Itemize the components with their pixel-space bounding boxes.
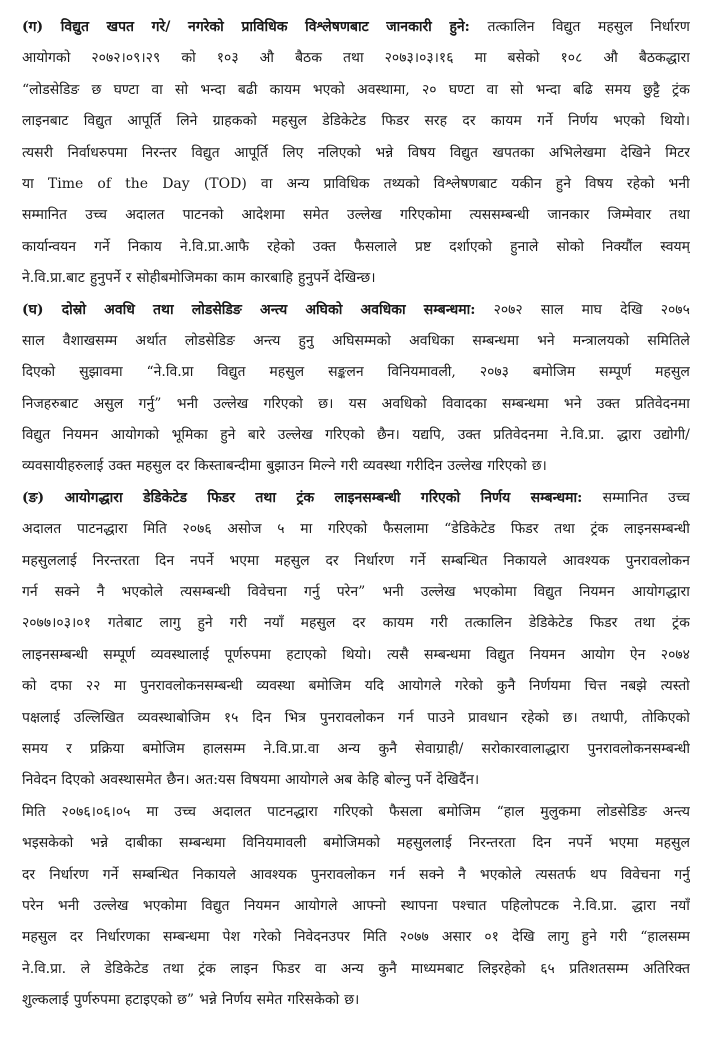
text-line: परेन भनी उल्लेख भएकोमा विद्युत नियमन आयोगले आफ्नो स्थापना पश्चात पहिलोपटक ने.वि.प्रा. द्धारा नयाँ <box>22 897 690 914</box>
text-line: त्यसरी निर्वाधरुपमा निरन्तर विद्युत आपूर्ति लिए नलिएको भन्ने विषय विद्युत खपतका अभिलेखमा देखिने मिटर <box>22 144 690 161</box>
text-line: अदालत पाटनद्धारा मिति २०७६ असोज ५ मा गरिएको फैसलामा “डेडिकेटेड फिडर तथा ट्रंक लाइनसम्बन्धी <box>22 521 690 538</box>
text-line: व्यवसायीहरुलाई उक्त महसुल दर किस्ताबन्दीमा बुझाउन मिल्ने गरी व्यवस्था गरीदिन उल्लेख गरिएको छ। <box>22 458 547 475</box>
text-line: शुल्कलाई पुर्णरुपमा हटाइएको छ” भन्ने निर्णय समेत गरिसकेको छ। <box>22 992 360 1009</box>
text-line: दिएको सुझावमा “ने.वि.प्रा विद्युत महसुल सङ्कलन विनियमावली, २०७३ बमोजिम सम्पूर्ण महसुल <box>22 364 690 381</box>
text-line: दर निर्धारण गर्ने सम्बन्धित निकायले आवश्यक पुनरावलोकन गर्न सक्ने नै भएकोले त्यसतर्फ थप विवेचना गर्नु <box>22 866 690 883</box>
text-line: गर्न सक्ने नै भएकोले त्यसम्बन्धी विवेचना गर्नु परेन” भनी उल्लेख भएकोमा विद्युत नियमन आयोगद्धारा <box>22 584 690 601</box>
text-line: ने.वि.प्रा. ले डेडिकेटेड तथा ट्रंक लाइन फिडर वा अन्य कुनै माध्यमबाट लिइरहेको ६५ प्रतिशतसम्म अतिरिक्त <box>22 960 690 977</box>
paragraph-nga <box>22 483 690 797</box>
text-line: भइसकेको भन्ने दाबीका सम्बन्धमा विनियमावली बमोजिमको महसुललाई निरन्तरता दिन नपर्ने भएमा महसुल <box>22 835 690 852</box>
text-line: निवेदन दिएको अवस्थासमेत छैन। अत:यस विषयमा आयोगले अब केहि बोल्नु पर्ने देखिदैंन। <box>22 772 480 789</box>
text-line: सम्मानित उच्च अदालत पाटनको आदेशमा समेत उल्लेख गरिएकोमा त्यससम्बन्धी जानकार जिम्मेवार तथा <box>22 207 690 224</box>
text-line: (ङ) आयोगद्धारा डेडिकेटेड फिडर तथा ट्रंक लाइनसम्बन्धी गरिएको निर्णय सम्बन्धमा: सम्मानित उच्च <box>22 489 690 506</box>
text-line: लाइनसम्बन्धी सम्पूर्ण व्यवस्थालाई पूर्णरुपमा हटाएको थियो। त्यसै सम्बन्धमा विद्युत नियमन आयोग ऐन २०७४ <box>22 646 690 663</box>
text-line: २०७७।०३।०१ गतेबाट लागु हुने गरी नयाँ महसुल दर कायम गरी तत्कालिन डेडिकेटेड फिडर तथा ट्रंक <box>22 615 690 632</box>
paragraph-final <box>22 797 690 1017</box>
paragraph-gha <box>22 295 690 483</box>
paragraph-ga <box>22 12 690 295</box>
text-line: आयोगको २०७२।०९।२९ को १०३ औ बैठक तथा २०७३।०३।१६ मा बसेको १०८ औ बैठकद्धारा <box>22 50 690 67</box>
text-line: लाइनबाट विद्युत आपूर्ति लिने ग्राहकको महसुल डेडिकेटेड फिडर सरह दर कायम गर्ने निर्णय भएको थियो। <box>22 113 690 130</box>
text-line: “लोडसेडिङ छ घण्टा वा सो भन्दा बढी कायम भएको अवस्थामा, २० घण्टा वा सो भन्दा बढि समय छुट्टै ट्रंक <box>22 81 690 98</box>
text-line: निजहरुबाट असुल गर्नु” भनी उल्लेख गरिएको छ। यस अवधिको विवादका सम्बन्धमा भने उक्त प्रतिवेदनमा <box>22 395 690 412</box>
text-line: पक्षलाई उल्लिखित व्यवस्थाबोजिम १५ दिन भित्र पुनरावलोकन गर्न पाउने प्रावधान रहेको छ। तथापी, तोकिएको <box>22 709 690 726</box>
text-line: को दफा २२ मा पुनरावलोकनसम्बन्धी व्यवस्था बमोजिम यदि आयोगले गरेको कुनै निर्णयमा चित्त नबझे त्यस्तो <box>22 678 690 695</box>
text-line: समय र प्रक्रिया बमोजिम हालसम्म ने.वि.प्रा.वा अन्य कुनै सेवाग्राही/ सरोकारवालाद्धारा पुनरावलोकनसम्बन्धी <box>22 740 690 757</box>
text-line: (घ) दोस्रो अवधि तथा लोडसेडिङ अन्त्य अघिको अवधिका सम्बन्धमा: २०७२ साल माघ देखि २०७५ <box>22 301 690 318</box>
text-line: मिति २०७६।०६।०५ मा उच्च अदालत पाटनद्धारा गरिएको फैसला बमोजिम “हाल मुलुकमा लोडसेडिङ अन्त्य <box>22 803 690 820</box>
document-page <box>22 12 690 1017</box>
text-line: साल वैशाखसम्म अर्थात लोडसेडिङ अन्त्य हुनु अघिसम्मको अवधिका सम्बन्धमा भने मन्त्रालयको समितिले <box>22 332 690 349</box>
text-line: कार्यान्वयन गर्ने निकाय ने.वि.प्रा.आफै रहेको उक्त फैसलाले प्रष्ट दर्शाएको हुनाले सोको निक्यौंल स्वयम् <box>22 238 690 255</box>
text-line: महसुल दर निर्धारणका सम्बन्धमा पेश गरेको निवेदनउपर मिति २०७७ असार ०१ देखि लागु हुने गरी “हालसम्म <box>22 929 690 946</box>
text-line: (ग) विद्युत खपत गरे/ नगरेको प्राविधिक विश्लेषणबाट जानकारी हुने: तत्कालिन विद्युत महसुल निर्धारण <box>22 19 690 35</box>
text-line: ने.वि.प्रा.बाट हुनुपर्ने र सोहीबमोजिमका काम कारबाहि हुनुपर्ने देखिन्छ। <box>22 270 376 287</box>
text-line: विद्युत नियमन आयोगको भूमिका हुने बारे उल्लेख गरिएको छैन। यद्यपि, उक्त प्रतिवेदनमा ने.वि.प्रा. द्धारा उद्योगी/ <box>22 427 690 444</box>
text-line: या Time of the Day (TOD) वा अन्य प्राविधिक तथ्यको विश्लेषणबाट यकीन हुने विषय रहेको भनी <box>22 175 690 192</box>
text-line: महसुललाई निरन्तरता दिन नपर्ने भएमा महसुल दर निर्धारण गर्ने सम्बन्धित निकायले आवश्यक पुनरावलोकन <box>22 552 690 569</box>
